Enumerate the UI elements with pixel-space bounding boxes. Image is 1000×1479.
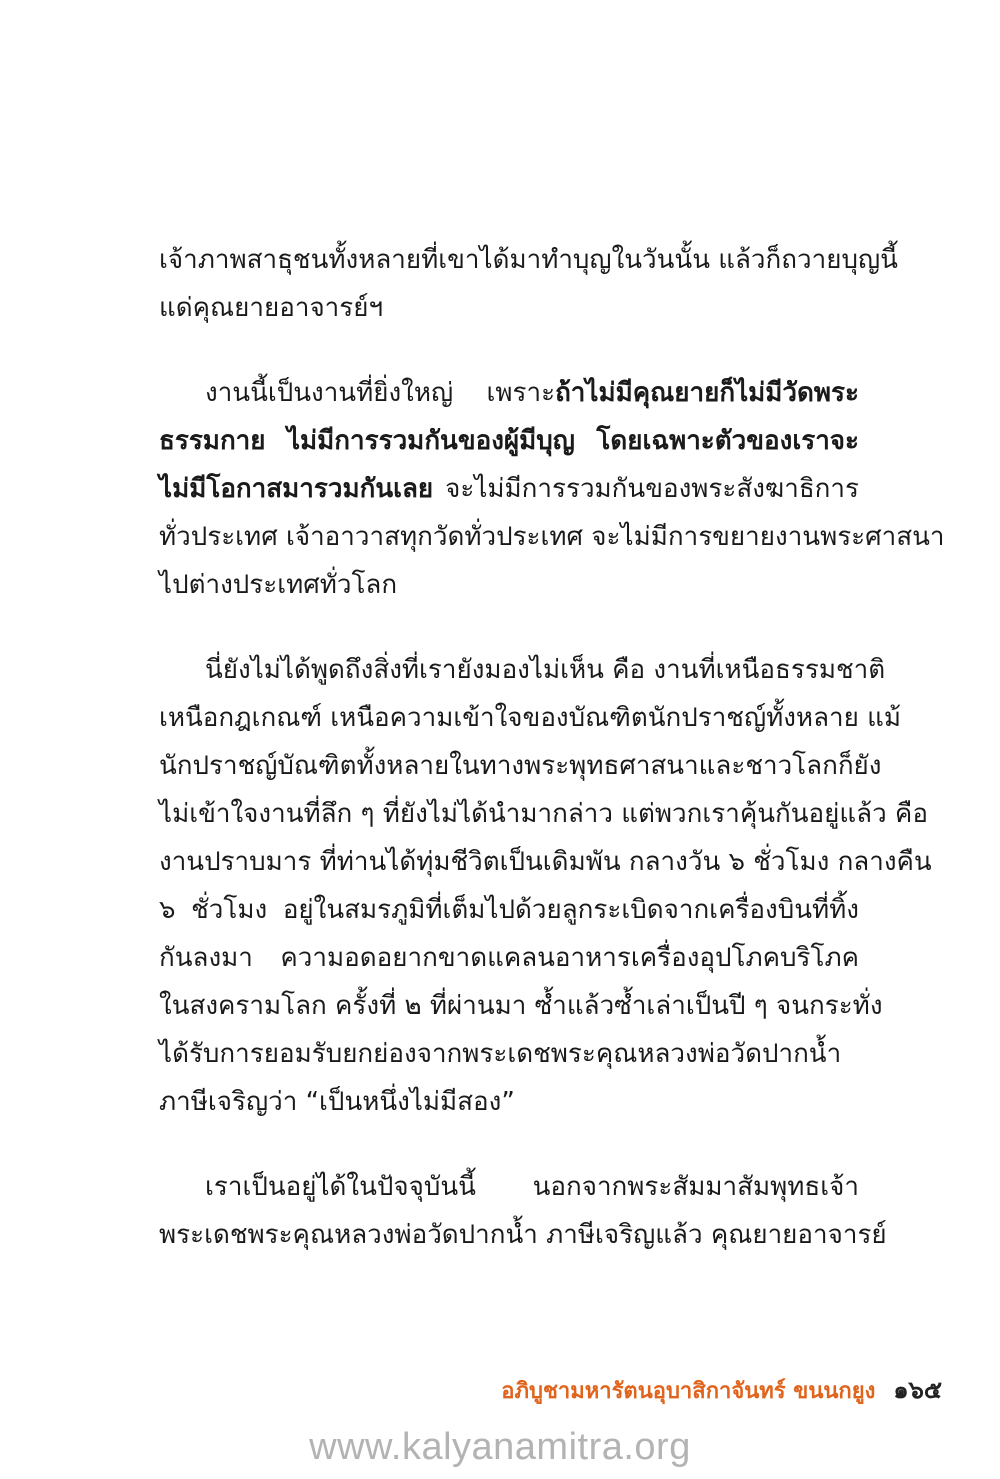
text-line: แด่คุณยายอาจารย์ฯ xyxy=(159,293,384,323)
text-line: ไม่เข้าใจงานที่ลึก ๆ ที่ยังไม่ได้นำมากล่าว แต่พวกเราคุ้นกันอยู่แล้ว คือ xyxy=(159,799,928,829)
bold-text-run: ไม่มีโอกาสมารวมกันเลย xyxy=(159,474,434,504)
paragraph-2 xyxy=(159,369,945,609)
text-line: นี่ยังไม่ได้พูดถึงสิ่งที่เรายังมองไม่เห็น คือ งานที่เหนือธรรมชาติ xyxy=(205,655,886,685)
page-number: ๑๖๕ xyxy=(893,1376,942,1404)
page-footer xyxy=(501,1370,942,1409)
text-line: นักปราชญ์บัณฑิตทั้งหลายในทางพระพุทธศาสนาและชาวโลกก็ยัง xyxy=(159,751,882,781)
text-run: งานนี้เป็นงานที่ยิ่งใหญ่ เพราะ xyxy=(205,378,556,408)
text-line: ภาษีเจริญว่า “เป็นหนึ่งไม่มีสอง” xyxy=(159,1087,515,1117)
text-line: เจ้าภาพสาธุชนทั้งหลายที่เขาได้มาทำบุญในวันนั้น แล้วก็ถวายบุญนี้ xyxy=(159,245,898,275)
text-line: งานปราบมาร ที่ท่านได้ทุ่มชีวิตเป็นเดิมพัน กลางวัน ๖ ชั่วโมง กลางคืน xyxy=(159,847,932,877)
paragraph-3 xyxy=(159,646,932,1126)
body-text xyxy=(159,236,945,1259)
book-title: อภิบูชามหารัตนอุบาสิกาจันทร์ ขนนกยูง xyxy=(501,1379,876,1404)
text-line: ๖ ชั่วโมง อยู่ในสมรภูมิที่เต็มไปด้วยลูกระเบิดจากเครื่องบินที่ทิ้ง xyxy=(159,895,859,925)
text-line: พระเดชพระคุณหลวงพ่อวัดปากน้ำ ภาษีเจริญแล้ว คุณยายอาจารย์ xyxy=(159,1220,887,1250)
text-line: เหนือกฎเกณฑ์ เหนือความเข้าใจของบัณฑิตนักปราชญ์ทั้งหลาย แม้ xyxy=(159,703,902,733)
text-line xyxy=(159,465,859,513)
text-run: จะไม่มีการรวมกันของพระสังฆาธิการ xyxy=(433,474,859,504)
paragraph-4 xyxy=(159,1163,887,1259)
text-line xyxy=(159,369,859,417)
bold-text-run: ถ้าไม่มีคุณยายก็ไม่มีวัดพระ xyxy=(555,378,859,408)
watermark: www.kalyanamitra.org xyxy=(309,1426,691,1468)
text-line: ทั่วประเทศ เจ้าอาวาสทุกวัดทั่วประเทศ จะไม่มีการขยายงานพระศาสนา xyxy=(159,522,945,552)
paragraph-1 xyxy=(159,236,898,332)
text-line: ธรรมกาย ไม่มีการรวมกันของผู้มีบุญ โดยเฉพาะตัวของเราจะ xyxy=(159,426,859,456)
text-line: กันลงมา ความอดอยากขาดแคลนอาหารเครื่องอุปโภคบริโภค xyxy=(159,943,859,973)
text-line: ได้รับการยอมรับยกย่องจากพระเดชพระคุณหลวงพ่อวัดปากน้ำ xyxy=(159,1039,842,1069)
text-line: ไปต่างประเทศทั่วโลก xyxy=(159,570,398,600)
text-line: เราเป็นอยู่ได้ในปัจจุบันนี้ นอกจากพระสัมมาสัมพุทธเจ้า xyxy=(205,1172,859,1202)
text-line: ในสงครามโลก ครั้งที่ ๒ ที่ผ่านมา ซ้ำแล้วซ้ำเล่าเป็นปี ๆ จนกระทั่ง xyxy=(159,991,883,1021)
